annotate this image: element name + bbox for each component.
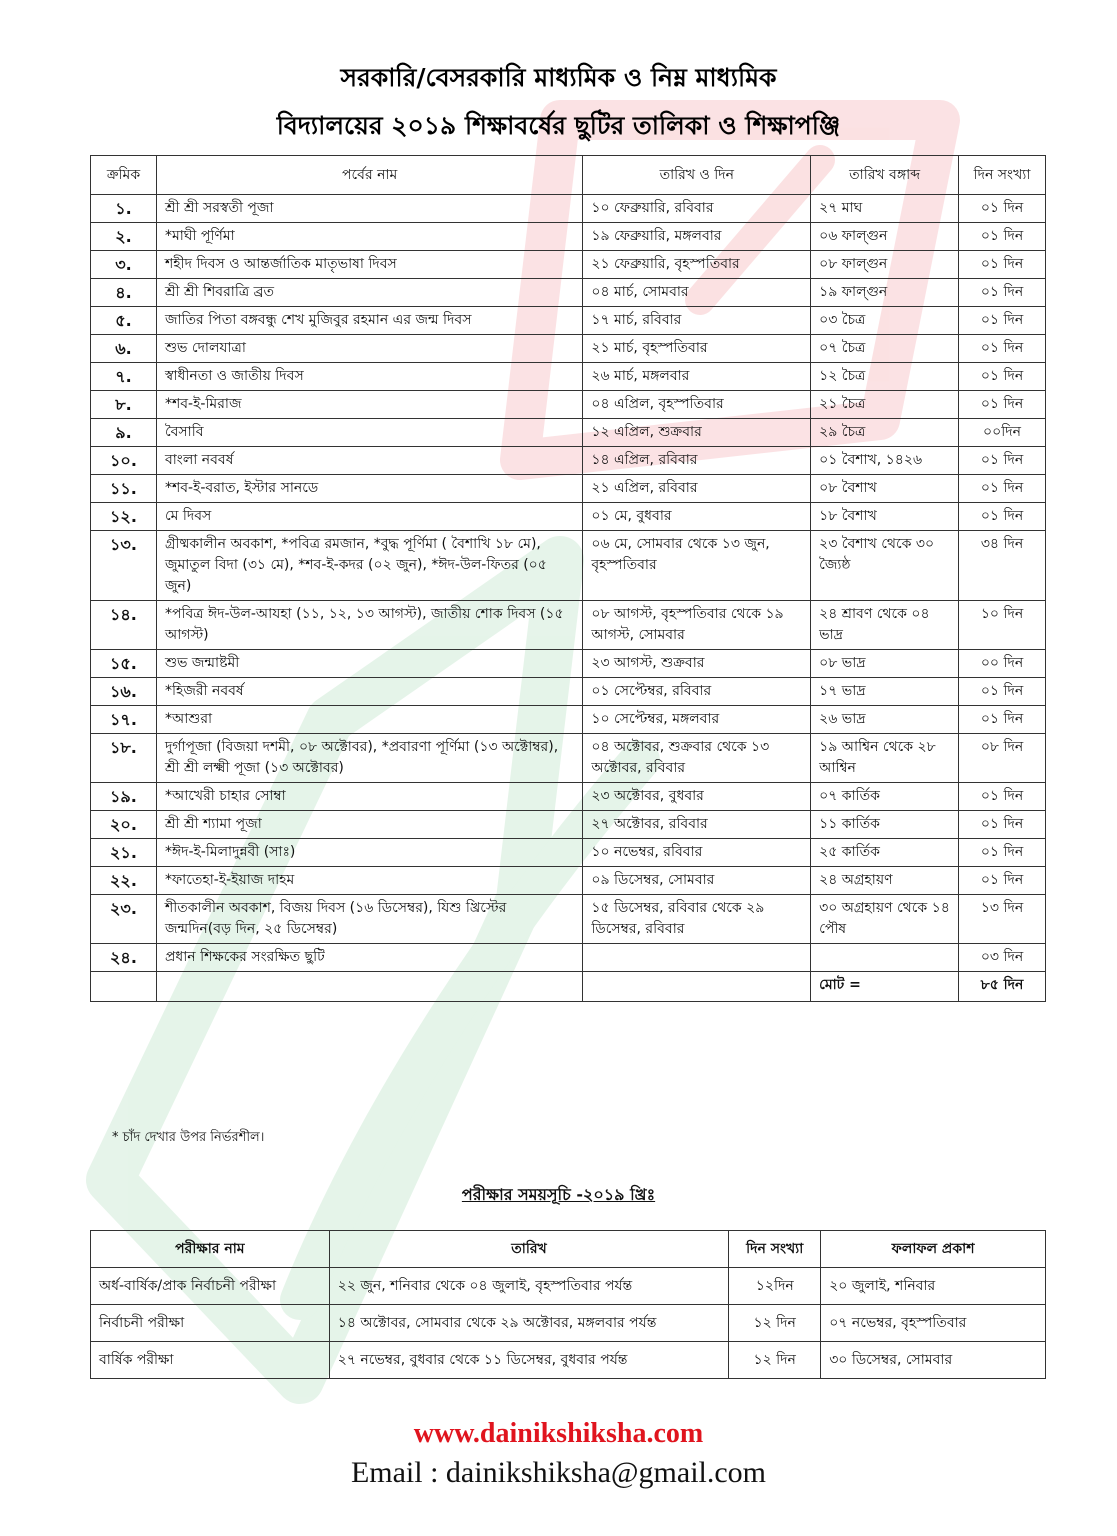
day-count: ০১ দিন bbox=[959, 706, 1046, 734]
bangla-date: ২৭ মাঘ bbox=[811, 195, 959, 223]
date-day: ১৫ ডিসেম্বর, রবিবার থেকে ২৯ ডিসেম্বর, রবিবার bbox=[583, 895, 811, 944]
date-day: ০৪ অক্টোবর, শুক্রবার থেকে ১৩ অক্টোবর, রবিবার bbox=[583, 734, 811, 783]
day-count: ০১ দিন bbox=[959, 839, 1046, 867]
total-days: ৮৫ দিন bbox=[959, 972, 1046, 1002]
day-count: ৩৪ দিন bbox=[959, 531, 1046, 601]
date-day: ০৯ ডিসেম্বর, সোমবার bbox=[583, 867, 811, 895]
holiday-row bbox=[91, 531, 1046, 601]
day-count: ০১ দিন bbox=[959, 279, 1046, 307]
day-count: ০৮ দিন bbox=[959, 734, 1046, 783]
bangla-date: ১৮ বৈশাখ bbox=[811, 503, 959, 531]
day-count: ১০ দিন bbox=[959, 601, 1046, 650]
exam-days: ১২ দিন bbox=[729, 1305, 821, 1342]
serial-number: ১৮. bbox=[91, 734, 157, 783]
holiday-row bbox=[91, 867, 1046, 895]
day-count: ০১ দিন bbox=[959, 475, 1046, 503]
bangla-date: ২৪ অগ্রহায়ণ bbox=[811, 867, 959, 895]
header-exam-date: তারিখ bbox=[329, 1231, 729, 1268]
header-date-day: তারিখ ও দিন bbox=[583, 156, 811, 195]
serial-number: ৭. bbox=[91, 363, 157, 391]
holiday-row bbox=[91, 391, 1046, 419]
total-label: মোট = bbox=[811, 972, 959, 1002]
day-count: ০১ দিন bbox=[959, 783, 1046, 811]
result-date: ৩০ ডিসেম্বর, সোমবার bbox=[821, 1342, 1046, 1379]
festival-name: *শব-ই-বরাত, ইস্টার সানডে bbox=[156, 475, 582, 503]
serial-number: ১৭. bbox=[91, 706, 157, 734]
festival-name: *ফাতেহা-ই-ইয়াজ দাহম bbox=[156, 867, 582, 895]
date-day: ০৬ মে, সোমবার থেকে ১৩ জুন, বৃহস্পতিবার bbox=[583, 531, 811, 601]
date-day: ০৪ এপ্রিল, বৃহস্পতিবার bbox=[583, 391, 811, 419]
festival-name: গ্রীষ্মকালীন অবকাশ, *পবিত্র রমজান, *বুদ্ধ পূর্ণিমা ( বৈশাখি ১৮ মে), জুমাতুল বিদা (৩১ মে), *শব-ই-কদর (০২ জুন), *ঈদ-উল-ফিতর (০৫ জুন) bbox=[156, 531, 582, 601]
date-day: ২১ ফেব্রুয়ারি, বৃহস্পতিবার bbox=[583, 251, 811, 279]
date-day: ১৭ মার্চ, রবিবার bbox=[583, 307, 811, 335]
date-day: ২১ এপ্রিল, রবিবার bbox=[583, 475, 811, 503]
exam-row bbox=[91, 1305, 1046, 1342]
bangla-date: ১৯ আশ্বিন থেকে ২৮ আশ্বিন bbox=[811, 734, 959, 783]
date-day: ০১ সেপ্টেম্বর, রবিবার bbox=[583, 678, 811, 706]
holiday-row bbox=[91, 783, 1046, 811]
bangla-date: ২৬ ভাদ্র bbox=[811, 706, 959, 734]
date-day: ২৩ অক্টোবর, বুধবার bbox=[583, 783, 811, 811]
festival-name: বৈসাবি bbox=[156, 419, 582, 447]
holiday-row bbox=[91, 475, 1046, 503]
footnote: * চাঁদ দেখার উপর নির্ভরশীল। bbox=[112, 1130, 265, 1145]
date-day: ১৪ এপ্রিল, রবিবার bbox=[583, 447, 811, 475]
serial-number: ১৯. bbox=[91, 783, 157, 811]
exam-days: ১২দিন bbox=[729, 1268, 821, 1305]
exam-name: নির্বাচনী পরীক্ষা bbox=[91, 1305, 330, 1342]
holiday-table-header bbox=[91, 156, 1046, 195]
holiday-row bbox=[91, 706, 1046, 734]
holiday-row bbox=[91, 335, 1046, 363]
bangla-date: ০৩ চৈত্র bbox=[811, 307, 959, 335]
exam-name: বার্ষিক পরীক্ষা bbox=[91, 1342, 330, 1379]
serial-number: ১২. bbox=[91, 503, 157, 531]
result-date: ২০ জুলাই, শনিবার bbox=[821, 1268, 1046, 1305]
bangla-date: ০৭ চৈত্র bbox=[811, 335, 959, 363]
holiday-total-row bbox=[91, 972, 1046, 1002]
serial-number: ২৪. bbox=[91, 944, 157, 972]
date-day: ২৩ আগস্ট, শুক্রবার bbox=[583, 650, 811, 678]
date-day: ০৮ আগস্ট, বৃহস্পতিবার থেকে ১৯ আগস্ট, সোমবার bbox=[583, 601, 811, 650]
serial-number: ২০. bbox=[91, 811, 157, 839]
serial-number: ৫. bbox=[91, 307, 157, 335]
festival-name: শ্রী শ্রী সরস্বতী পূজা bbox=[156, 195, 582, 223]
festival-name: প্রধান শিক্ষকের সংরক্ষিত ছুটি bbox=[156, 944, 582, 972]
date-day: ০৪ মার্চ, সোমবার bbox=[583, 279, 811, 307]
serial-number: ১০. bbox=[91, 447, 157, 475]
holiday-row bbox=[91, 678, 1046, 706]
bangla-date: ১৭ ভাদ্র bbox=[811, 678, 959, 706]
serial-number: ২১. bbox=[91, 839, 157, 867]
holiday-row bbox=[91, 503, 1046, 531]
bangla-date: ১১ কার্তিক bbox=[811, 811, 959, 839]
serial-number: ২. bbox=[91, 223, 157, 251]
header-result: ফলাফল প্রকাশ bbox=[821, 1231, 1046, 1268]
serial-number: ৪. bbox=[91, 279, 157, 307]
holiday-row bbox=[91, 195, 1046, 223]
holiday-row bbox=[91, 601, 1046, 650]
day-count: ০১ দিন bbox=[959, 391, 1046, 419]
day-count: ০১ দিন bbox=[959, 503, 1046, 531]
day-count: ০১ দিন bbox=[959, 195, 1046, 223]
serial-number: ১৪. bbox=[91, 601, 157, 650]
serial-number: ২৩. bbox=[91, 895, 157, 944]
serial-number: ৩. bbox=[91, 251, 157, 279]
festival-name: *পবিত্র ঈদ-উল-আযহা (১১, ১২, ১৩ আগস্ট), জাতীয় শোক দিবস (১৫ আগস্ট) bbox=[156, 601, 582, 650]
exam-row bbox=[91, 1268, 1046, 1305]
exam-row bbox=[91, 1342, 1046, 1379]
day-count: ০৩ দিন bbox=[959, 944, 1046, 972]
day-count: ০১ দিন bbox=[959, 363, 1046, 391]
exam-date: ১৪ অক্টোবর, সোমবার থেকে ২৯ অক্টোবর, মঙ্গলবার পর্যন্ত bbox=[329, 1305, 729, 1342]
header-exam-name: পরীক্ষার নাম bbox=[91, 1231, 330, 1268]
serial-number: ৮. bbox=[91, 391, 157, 419]
festival-name: শহীদ দিবস ও আন্তর্জাতিক মাতৃভাষা দিবস bbox=[156, 251, 582, 279]
exam-table-header bbox=[91, 1231, 1046, 1268]
bangla-date: ২৫ কার্তিক bbox=[811, 839, 959, 867]
holiday-row bbox=[91, 944, 1046, 972]
day-count: ০১ দিন bbox=[959, 335, 1046, 363]
festival-name: স্বাধীনতা ও জাতীয় দিবস bbox=[156, 363, 582, 391]
serial-number: ১৫. bbox=[91, 650, 157, 678]
exam-table bbox=[90, 1230, 1046, 1379]
bangla-date: ১৯ ফাল্গুন bbox=[811, 279, 959, 307]
serial-number: ১৩. bbox=[91, 531, 157, 601]
festival-name: মে দিবস bbox=[156, 503, 582, 531]
day-count: ০০ দিন bbox=[959, 650, 1046, 678]
date-day: ১২ এপ্রিল, শুক্রবার bbox=[583, 419, 811, 447]
date-day: ০১ মে, বুধবার bbox=[583, 503, 811, 531]
bangla-date bbox=[811, 944, 959, 972]
header-exam-days: দিন সংখ্যা bbox=[729, 1231, 821, 1268]
bangla-date: ২৯ চৈত্র bbox=[811, 419, 959, 447]
exam-date: ২২ জুন, শনিবার থেকে ০৪ জুলাই, বৃহস্পতিবার পর্যন্ত bbox=[329, 1268, 729, 1305]
serial-number: ৬. bbox=[91, 335, 157, 363]
holiday-row bbox=[91, 223, 1046, 251]
date-day: ১০ নভেম্বর, রবিবার bbox=[583, 839, 811, 867]
festival-name: শীতকালীন অবকাশ, বিজয় দিবস (১৬ ডিসেম্বর), যিশু খ্রিস্টের জন্মদিন(বড় দিন, ২৫ ডিসেম্বর) bbox=[156, 895, 582, 944]
bangla-date: ০১ বৈশাখ, ১৪২৬ bbox=[811, 447, 959, 475]
date-day: ১০ ফেব্রুয়ারি, রবিবার bbox=[583, 195, 811, 223]
exam-days: ১২ দিন bbox=[729, 1342, 821, 1379]
bangla-date: ২১ চৈত্র bbox=[811, 391, 959, 419]
day-count: ০১ দিন bbox=[959, 867, 1046, 895]
serial-number: ৯. bbox=[91, 419, 157, 447]
header-serial: ক্রমিক bbox=[91, 156, 157, 195]
bangla-date: ২৩ বৈশাখ থেকে ৩০ জ্যৈষ্ঠ bbox=[811, 531, 959, 601]
holiday-row bbox=[91, 279, 1046, 307]
holiday-row bbox=[91, 895, 1046, 944]
bangla-date: ২৪ শ্রাবণ থেকে ০৪ ভাদ্র bbox=[811, 601, 959, 650]
holiday-table bbox=[90, 155, 1046, 1002]
header-festival-name: পর্বের নাম bbox=[156, 156, 582, 195]
bangla-date: ০৬ ফাল্গুন bbox=[811, 223, 959, 251]
festival-name: *শব-ই-মিরাজ bbox=[156, 391, 582, 419]
festival-name: *মাঘী পূর্ণিমা bbox=[156, 223, 582, 251]
bangla-date: ৩০ অগ্রহায়ণ থেকে ১৪ পৌষ bbox=[811, 895, 959, 944]
bangla-date: ০৮ ফাল্গুন bbox=[811, 251, 959, 279]
festival-name: *আশুরা bbox=[156, 706, 582, 734]
holiday-row bbox=[91, 447, 1046, 475]
festival-name: জাতির পিতা বঙ্গবন্ধু শেখ মুজিবুর রহমান এর জন্ম দিবস bbox=[156, 307, 582, 335]
holiday-row bbox=[91, 839, 1046, 867]
holiday-row bbox=[91, 251, 1046, 279]
holiday-row bbox=[91, 734, 1046, 783]
holiday-row bbox=[91, 307, 1046, 335]
festival-name: শ্রী শ্রী শিবরাত্রি ব্রত bbox=[156, 279, 582, 307]
bangla-date: ১২ চৈত্র bbox=[811, 363, 959, 391]
serial-number: ২২. bbox=[91, 867, 157, 895]
page-title-line2: বিদ্যালয়ের ২০১৯ শিক্ষাবর্ষের ছুটির তালিকা ও শিক্ষাপঞ্জি bbox=[276, 111, 841, 140]
serial-number: ১. bbox=[91, 195, 157, 223]
day-count: ০১ দিন bbox=[959, 223, 1046, 251]
day-count: ০০দিন bbox=[959, 419, 1046, 447]
serial-number: ১১. bbox=[91, 475, 157, 503]
festival-name: শুভ জন্মাষ্টমী bbox=[156, 650, 582, 678]
day-count: ০১ দিন bbox=[959, 251, 1046, 279]
header-bangla-date: তারিখ বঙ্গাব্দ bbox=[811, 156, 959, 195]
header-day-count: দিন সংখ্যা bbox=[959, 156, 1046, 195]
date-day: ১০ সেপ্টেম্বর, মঙ্গলবার bbox=[583, 706, 811, 734]
day-count: ১৩ দিন bbox=[959, 895, 1046, 944]
date-day: ২৭ অক্টোবর, রবিবার bbox=[583, 811, 811, 839]
bangla-date: ০৭ কার্তিক bbox=[811, 783, 959, 811]
website-link[interactable]: www.dainikshiksha.com bbox=[413, 1418, 704, 1449]
festival-name: *আখেরী চাহার সোম্বা bbox=[156, 783, 582, 811]
page-title-line1: সরকারি/বেসরকারি মাধ্যমিক ও নিম্ন মাধ্যমিক bbox=[340, 63, 777, 92]
holiday-row bbox=[91, 363, 1046, 391]
serial-number: ১৬. bbox=[91, 678, 157, 706]
day-count: ০১ দিন bbox=[959, 811, 1046, 839]
date-day bbox=[583, 944, 811, 972]
festival-name: শ্রী শ্রী শ্যামা পূজা bbox=[156, 811, 582, 839]
festival-name: শুভ দোলযাত্রা bbox=[156, 335, 582, 363]
holiday-row bbox=[91, 650, 1046, 678]
holiday-row bbox=[91, 419, 1046, 447]
day-count: ০১ দিন bbox=[959, 447, 1046, 475]
date-day: ২১ মার্চ, বৃহস্পতিবার bbox=[583, 335, 811, 363]
date-day: ১৯ ফেব্রুয়ারি, মঙ্গলবার bbox=[583, 223, 811, 251]
date-day: ২৬ মার্চ, মঙ্গলবার bbox=[583, 363, 811, 391]
festival-name: *ঈদ-ই-মিলাদুন্নবী (সাঃ) bbox=[156, 839, 582, 867]
bangla-date: ০৮ বৈশাখ bbox=[811, 475, 959, 503]
exam-name: অর্ধ-বার্ষিক/প্রাক নির্বাচনী পরীক্ষা bbox=[91, 1268, 330, 1305]
day-count: ০১ দিন bbox=[959, 678, 1046, 706]
bangla-date: ০৮ ভাদ্র bbox=[811, 650, 959, 678]
festival-name: *হিজরী নববর্ষ bbox=[156, 678, 582, 706]
festival-name: দুর্গাপূজা (বিজয়া দশমী, ০৮ অক্টোবর), *প্রবারণা পূর্ণিমা (১৩ অক্টোম্বর), শ্রী শ্রী লক্ষ্মী পূজা (১৩ অক্টোবর) bbox=[156, 734, 582, 783]
exam-date: ২৭ নভেম্বর, বুধবার থেকে ১১ ডিসেম্বর, বুধবার পর্যন্ত bbox=[329, 1342, 729, 1379]
festival-name: বাংলা নববর্ষ bbox=[156, 447, 582, 475]
exam-schedule-title: পরীক্ষার সময়সূচি -২০১৯ খ্রিঃ bbox=[461, 1185, 656, 1204]
holiday-row bbox=[91, 811, 1046, 839]
email-address: Email : dainikshiksha@gmail.com bbox=[350, 1456, 767, 1489]
result-date: ০৭ নভেম্বর, বৃহস্পতিবার bbox=[821, 1305, 1046, 1342]
day-count: ০১ দিন bbox=[959, 307, 1046, 335]
